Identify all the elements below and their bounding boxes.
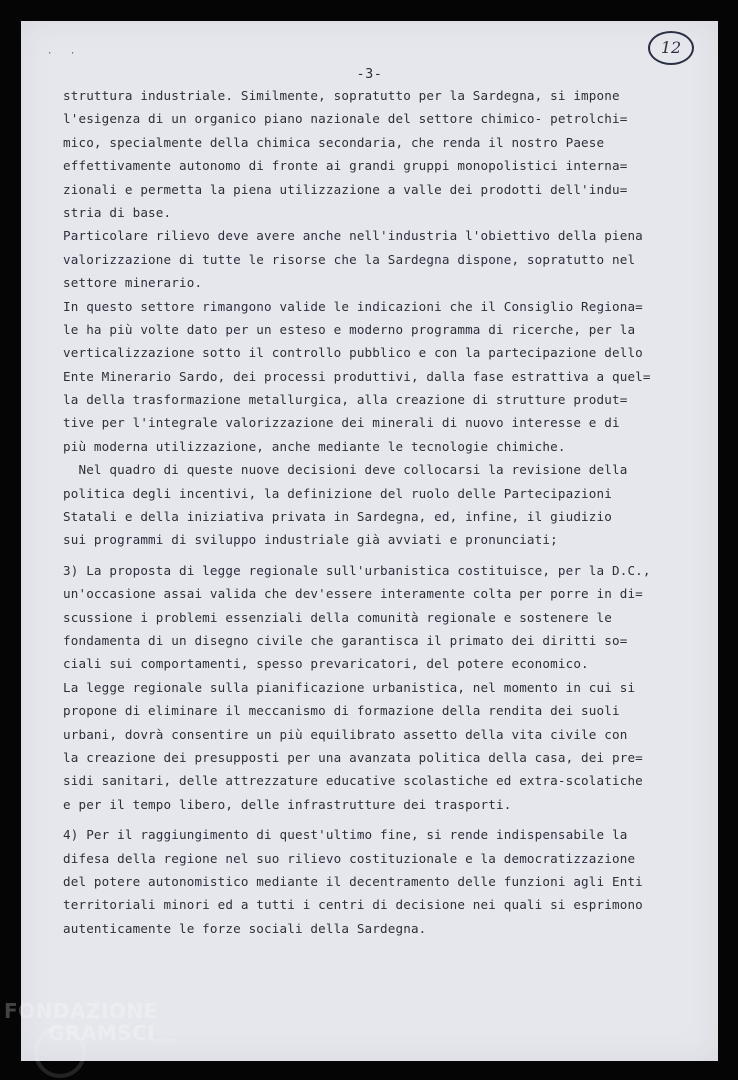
text-line: urbani, dovrà consentire un più equilibrato assetto della vita civile con xyxy=(63,726,628,742)
text-line: zionali e permetta la piena utilizzazione a valle dei prodotti dell'indu= xyxy=(63,181,628,197)
watermark-line2: GRAMSCI xyxy=(48,1021,156,1045)
text-line: autenticamente le forze sociali della Sardegna. xyxy=(63,920,427,936)
archive-number-stamp: 12 xyxy=(648,31,694,65)
text-line: La legge regionale sulla pianificazione urbanistica, nel momento in cui si xyxy=(63,679,636,695)
watermark-logo-icon xyxy=(34,1026,86,1078)
text-line: Particolare rilievo deve avere anche nell'industria l'obiettivo della piena xyxy=(63,228,643,244)
page-number: -3- xyxy=(356,66,383,82)
document-page xyxy=(21,21,718,1061)
text-line: tive per l'integrale valorizzazione dei minerali di nuovo interesse e di xyxy=(63,415,620,431)
text-line: difesa della regione nel suo rilievo costituzionale e la democratizzazione xyxy=(63,850,636,866)
text-line: ciali sui comportamenti, spesso prevaricatori, del potere economico. xyxy=(63,656,589,672)
text-line: politica degli incentivi, la definizione del ruolo delle Partecipazioni xyxy=(63,485,612,501)
text-line: valorizzazione di tutte le risorse che la Sardegna dispone, sopratutto nel xyxy=(63,251,636,267)
text-line: scussione i problemi essenziali della comunità regionale e sostenere le xyxy=(63,609,612,625)
text-line: propone di eliminare il meccanismo di formazione della rendita dei suoli xyxy=(63,703,620,719)
faint-stamp-mark xyxy=(241,1011,601,1061)
text-line: fondamenta di un disegno civile che garantisca il primato dei diritti so= xyxy=(63,632,628,648)
text-line: 3) La proposta di legge regionale sull'urbanistica costituisce, per la D.C., xyxy=(63,562,651,578)
text-line: effettivamente autonomo di fronte ai grandi gruppi monopolistici interna= xyxy=(63,158,628,174)
fondazione-gramsci-watermark xyxy=(4,999,176,1047)
text-line: del potere autonomistico mediante il decentramento delle funzioni agli Enti xyxy=(63,873,643,889)
text-line: settore minerario. xyxy=(63,275,203,291)
text-line: mico, specialmente della chimica secondaria, che renda il nostro Paese xyxy=(63,134,605,150)
text-line: la della trasformazione metallurgica, alla creazione di strutture produt= xyxy=(63,392,628,408)
text-line: In questo settore rimangono valide le indicazioni che il Consiglio Regiona= xyxy=(63,298,643,314)
text-line: e per il tempo libero, delle infrastrutture dei trasporti. xyxy=(63,796,512,812)
text-line: territoriali minori ed a tutti i centri di decisione nei quali si esprimono xyxy=(63,897,643,913)
watermark-line1: FONDAZIONE xyxy=(4,999,158,1023)
text-line: le ha più volte dato per un esteso e moderno programma di ricerche, per la xyxy=(63,321,636,337)
text-line: l'esigenza di un organico piano nazionale del settore chimico- petrolchi= xyxy=(63,111,628,127)
text-line: Nel quadro di queste nuove decisioni deve collocarsi la revisione della xyxy=(63,462,628,478)
document-body xyxy=(63,84,703,940)
watermark-line3: onlus xyxy=(151,1037,176,1047)
text-line: Ente Minerario Sardo, dei processi produttivi, dalla fase estrattiva a quel= xyxy=(63,368,651,384)
text-line: la creazione dei presupposti per una avanzata politica della casa, dei pre= xyxy=(63,749,643,765)
text-line: struttura industriale. Similmente, sopratutto per la Sardegna, si impone xyxy=(63,88,620,103)
text-line: sidi sanitari, delle attrezzature educative scolastiche ed extra-scolatiche xyxy=(63,773,643,789)
text-line: più moderna utilizzazione, anche mediante le tecnologie chimiche. xyxy=(63,438,566,454)
text-line: un'occasione assai valida che dev'essere interamente colta per porre in di= xyxy=(63,586,643,602)
text-line: 4) Per il raggiungimento di quest'ultimo fine, si rende indispensabile la xyxy=(63,827,628,843)
text-line: sui programmi di sviluppo industriale già avviati e pronunciati; xyxy=(63,532,558,548)
text-line: stria di base. xyxy=(63,204,172,220)
corner-marks: · · xyxy=(47,49,82,59)
text-line: verticalizzazione sotto il controllo pubblico e con la partecipazione dello xyxy=(63,345,643,361)
text-line: Statali e della iniziativa privata in Sardegna, ed, infine, il giudizio xyxy=(63,509,612,525)
